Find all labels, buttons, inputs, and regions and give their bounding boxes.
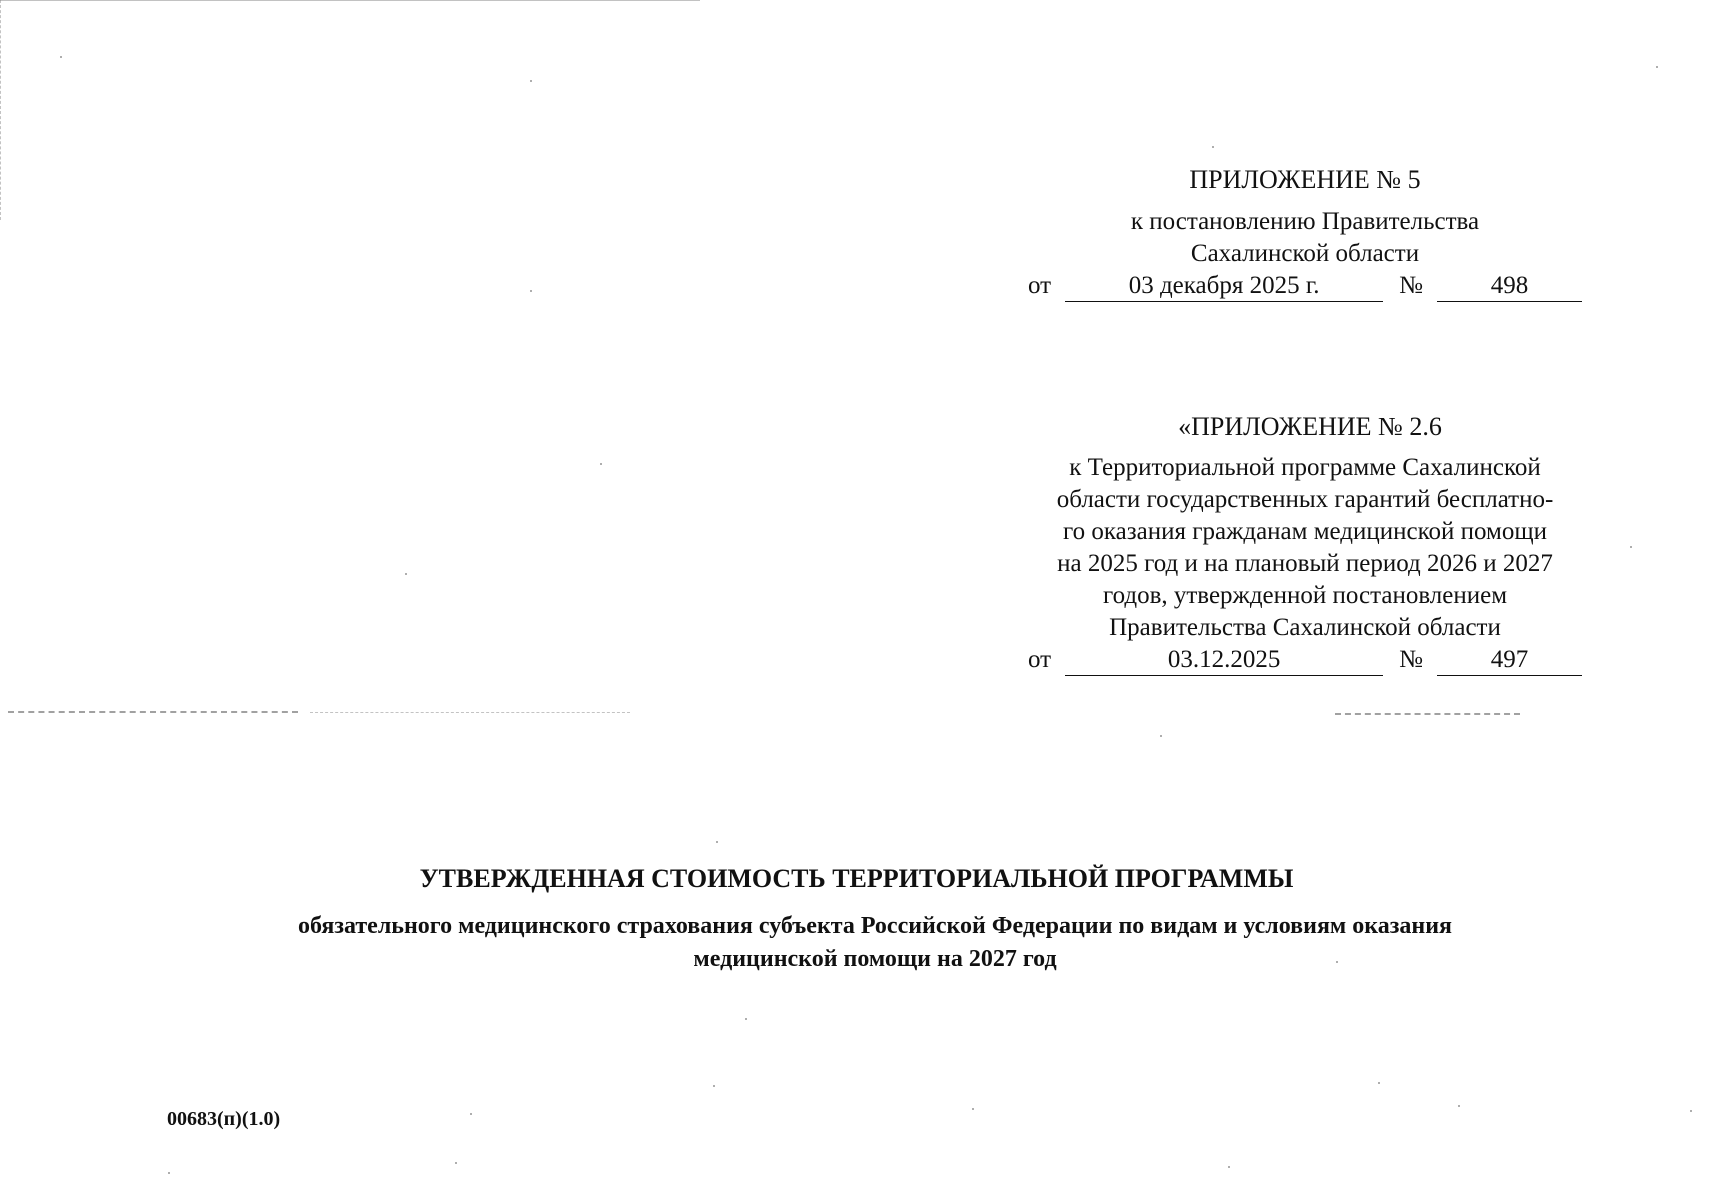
annex-5-number-label: №	[1399, 272, 1423, 299]
document-subtitle	[170, 910, 1580, 976]
annex-2-6-block	[1010, 411, 1600, 676]
scan-speck	[405, 573, 407, 575]
scan-speck	[530, 290, 532, 292]
document-title: УТВЕРЖДЕННАЯ СТОИМОСТЬ ТЕРРИТОРИАЛЬНОЙ ПРОГРАММЫ	[419, 864, 1294, 893]
annex-2-6-text-line: на 2025 год и на плановый период 2026 и 2027	[1057, 550, 1553, 577]
scan-speck	[168, 1172, 170, 1174]
scan-line-left	[8, 711, 298, 713]
scan-speck	[1656, 66, 1658, 68]
scan-speck	[713, 1085, 715, 1087]
annex-5-number: 498	[1437, 271, 1582, 302]
scan-speck	[1212, 146, 1214, 148]
annex-2-6-title: «ПРИЛОЖЕНИЕ № 2.6	[1178, 412, 1442, 441]
scan-speck	[1690, 1110, 1692, 1112]
document-subtitle-line-2: медицинской помощи на 2027 год	[693, 946, 1057, 972]
scan-line-middle	[310, 712, 630, 713]
scan-speck	[470, 1113, 472, 1115]
annex-2-6-date-number-line	[1010, 644, 1600, 676]
scan-speck	[60, 56, 62, 58]
scan-speck	[1378, 1082, 1380, 1084]
scan-speck	[745, 1018, 747, 1020]
annex-2-6-text-line: го оказания гражданам медицинской помощи	[1063, 518, 1547, 545]
annex-2-6-text-line: годов, утвержденной постановлением	[1102, 582, 1508, 609]
annex-2-6-number-label: №	[1399, 646, 1423, 673]
scan-left-edge	[0, 0, 1, 220]
annex-5-title: ПРИЛОЖЕНИЕ № 5	[1189, 165, 1421, 194]
annex-5-line-1: к постановлению Правительства	[1130, 208, 1480, 235]
annex-2-6-number: 497	[1437, 645, 1582, 676]
scan-speck	[455, 1162, 457, 1164]
scan-speck	[1160, 735, 1162, 737]
document-subtitle-line-1: обязательного медицинского страхования субъекта Российской Федерации по видам и условиям оказания	[297, 913, 1453, 939]
scan-speck	[1458, 1105, 1460, 1107]
annex-2-6-date: 03.12.2025	[1065, 645, 1383, 676]
document-code: 00683(п)(1.0)	[167, 1108, 281, 1130]
annex-5-line-2: Сахалинской области	[1190, 240, 1420, 267]
scan-speck	[716, 841, 718, 843]
scan-speck	[1630, 546, 1632, 548]
annex-2-6-text-line: Правительства Сахалинской области	[1109, 614, 1501, 641]
scan-top-edge	[0, 0, 700, 1]
scan-speck	[1228, 1166, 1230, 1168]
scan-speck	[530, 80, 532, 82]
annex-5-block	[1010, 164, 1600, 302]
annex-2-6-text-line: области государственных гарантий бесплатно-	[1056, 486, 1554, 513]
scan-speck	[972, 1108, 974, 1110]
annex-2-6-text-line: к Территориальной программе Сахалинской	[1069, 454, 1541, 481]
scan-speck	[600, 463, 602, 465]
scan-line-right	[1335, 713, 1520, 715]
annex-2-6-from-label: от	[1028, 646, 1052, 673]
annex-5-date-number-line	[1010, 270, 1600, 302]
annex-5-date: 03 декабря 2025 г.	[1065, 271, 1383, 302]
annex-5-from-label: от	[1028, 272, 1052, 299]
